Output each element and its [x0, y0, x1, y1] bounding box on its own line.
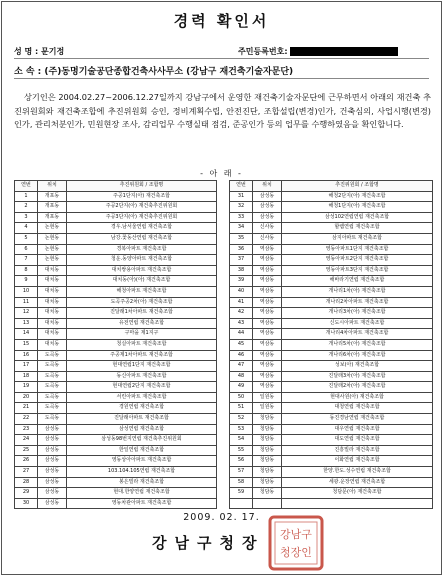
row-location: 삼성동	[38, 477, 67, 488]
project-table-left	[14, 180, 217, 509]
row-project-name: 주공2단지(아) 재건축추진위원회	[67, 202, 217, 213]
row-project-name: 남강.꽃동산연립 재건축조합	[67, 233, 217, 244]
row-number: 59	[230, 488, 253, 499]
table-row	[230, 297, 433, 308]
row-number: 48	[230, 371, 253, 382]
row-location: 역삼동	[253, 255, 282, 266]
official-seal-stamp	[267, 514, 325, 572]
row-project-name: 진달래아파트 재건축조합	[67, 414, 217, 425]
row-project-name: 동진경남연립 재건축조합	[282, 414, 433, 425]
table-row	[15, 191, 217, 202]
row-project-name: 현대사원(아) 재건축조합	[282, 392, 433, 403]
row-project-name: 진달래1차아파트 재건축조합	[67, 308, 217, 319]
row-project-name: 영동차관아파트 재건축조합	[67, 498, 217, 509]
row-number: 49	[230, 382, 253, 393]
table-row	[15, 308, 217, 319]
row-project-name: 개나리2차아파트 재건축조합	[282, 297, 433, 308]
row-number: 19	[15, 382, 38, 393]
row-number: 29	[15, 488, 38, 499]
row-project-name: 청운.동양아파트 재건축조합	[67, 255, 217, 266]
row-project-name: 유전연립 재건축조합	[67, 318, 217, 329]
table-row	[230, 318, 433, 329]
row-number: 32	[230, 202, 253, 213]
row-location: 도곡동	[38, 414, 67, 425]
table-row	[230, 223, 433, 234]
row-location: 역삼동	[253, 276, 282, 287]
row-location: 도곡동	[38, 361, 67, 372]
row-number: 38	[230, 265, 253, 276]
row-location: 역삼동	[253, 265, 282, 276]
table-row	[15, 392, 217, 403]
row-location	[253, 498, 282, 509]
row-number: 8	[15, 265, 38, 276]
row-project-name: 진달래2차(아) 재건축조합	[282, 382, 433, 393]
row-project-name: 주공1단지(아) 재건축조합	[67, 191, 217, 202]
table-row	[230, 382, 433, 393]
row-project-name: 개나리1차(아) 재건축조합	[282, 286, 433, 297]
row-project-name: 주공3단지(아) 재건축추진위원회	[67, 212, 217, 223]
row-number: 44	[230, 329, 253, 340]
row-project-name: 개나리3차(아) 재건축조합	[282, 308, 433, 319]
row-number: 13	[15, 318, 38, 329]
table-row	[230, 456, 433, 467]
row-location: 삼성동	[253, 191, 282, 202]
table-row	[230, 361, 433, 372]
row-location: 일원동	[253, 392, 282, 403]
table-row	[230, 265, 433, 276]
svg-text:강남구: 강남구	[280, 528, 312, 541]
table-row	[15, 403, 217, 414]
row-number: 1	[15, 191, 38, 202]
row-project-name: 한양.한도.성수연립 재건축조합	[282, 467, 433, 478]
header-name: 추진위원회 / 조합명	[67, 181, 217, 192]
row-location: 청담동	[253, 467, 282, 478]
row-number: 57	[230, 467, 253, 478]
table-row	[230, 403, 433, 414]
row-number: 5	[15, 233, 38, 244]
row-location: 삼성동	[38, 435, 67, 446]
row-project-name: 경우.남서울연립 재건축조합	[67, 223, 217, 234]
table-header-row	[230, 181, 433, 192]
row-project-name: 세광.운장연립 재건축조합	[282, 477, 433, 488]
id-redaction-bar	[290, 47, 398, 56]
row-project-name: 해청1단지(아) 재건축조합	[282, 202, 433, 213]
row-project-name: 해청2단지(아) 재건축조합	[282, 191, 433, 202]
table-row	[15, 223, 217, 234]
row-project-name: 진흥빌라 재건축조합	[282, 445, 433, 456]
affiliation-label: 소 속 :	[14, 67, 45, 77]
row-number: 52	[230, 414, 253, 425]
row-project-name: 청담문(아) 재건축조합	[282, 488, 433, 499]
project-table-right	[229, 180, 433, 509]
table-row	[230, 477, 433, 488]
name-value: 문기정	[41, 47, 65, 56]
table-row	[15, 371, 217, 382]
row-number: 23	[15, 424, 38, 435]
row-location: 삼성동	[38, 445, 67, 456]
row-location: 일원동	[253, 403, 282, 414]
row-project-name: 청실아파트 재건축조합	[67, 339, 217, 350]
row-number: 51	[230, 403, 253, 414]
row-location: 청담동	[253, 445, 282, 456]
table-row	[230, 445, 433, 456]
row-project-name: 진달래3차(아) 재건축조합	[282, 371, 433, 382]
table-row	[15, 435, 217, 446]
row-location: 청담동	[253, 435, 282, 446]
row-number: 4	[15, 223, 38, 234]
table-row	[230, 424, 433, 435]
id-row	[238, 46, 398, 57]
row-project-name: 구마을 제1지구	[67, 329, 217, 340]
row-number: 21	[15, 403, 38, 414]
row-number: 53	[230, 424, 253, 435]
row-number: 39	[230, 276, 253, 287]
table-row	[15, 361, 217, 372]
table-row	[15, 265, 217, 276]
row-number: 47	[230, 361, 253, 372]
certificate-body-text: 상기인은 2004.02.27~2006.12.27일까지 강남구에서 운영한 재건축기술자문단에 근무하면서 아래의 재건축 추진위원회와 재건축조합에 추진위원회 승인, 정비계획수립, 안전진단, 조합설립(변경)인가, 건축심의, 사업시행(변경)인가, 관리처분인가, 민원현장 조사, 감리업무 수행실태 점검, 준공인가 등의 업무를 수행하였음을 확인합니다.	[14, 92, 431, 129]
row-location: 삼성동	[38, 488, 67, 499]
row-number: 54	[230, 435, 253, 446]
row-location: 역삼동	[253, 371, 282, 382]
row-location: 청담동	[253, 456, 282, 467]
header-name: 추진위원회 / 조합명	[282, 181, 433, 192]
row-project-name	[282, 498, 433, 509]
row-number: 7	[15, 255, 38, 266]
table-row	[230, 202, 433, 213]
table-row	[15, 445, 217, 456]
row-project-name: 이화연립 재건축조합	[282, 456, 433, 467]
row-project-name: 경복아파트 재건축조합	[67, 244, 217, 255]
row-project-name: 현대연립1단지 재건축조합	[67, 361, 217, 372]
row-location: 도곡동	[38, 403, 67, 414]
row-number	[230, 498, 253, 509]
row-number: 58	[230, 477, 253, 488]
row-number: 28	[15, 477, 38, 488]
row-location: 역삼동	[253, 244, 282, 255]
row-location: 역삼동	[253, 308, 282, 319]
table-row	[15, 339, 217, 350]
table-row	[15, 212, 217, 223]
row-location: 대치동	[38, 318, 67, 329]
row-project-name: 해청아파트 재건축조합	[67, 286, 217, 297]
row-project-name: 대치동(아)(아) 재건축조합	[67, 276, 217, 287]
row-project-name: 주공제1차아파트 재건축조합	[67, 350, 217, 361]
row-project-name: 신도시아파트 재건축조합	[282, 318, 433, 329]
row-number: 15	[15, 339, 38, 350]
row-location: 역삼동	[253, 318, 282, 329]
header-no: 연번	[230, 181, 253, 192]
table-row	[15, 297, 217, 308]
divider-line	[14, 58, 429, 59]
row-number: 27	[15, 467, 38, 478]
issuer-name: 강남구청장	[152, 534, 265, 552]
row-location: 청담동	[253, 477, 282, 488]
row-location: 역삼동	[253, 286, 282, 297]
row-number: 24	[15, 435, 38, 446]
row-number: 11	[15, 297, 38, 308]
row-location: 도곡동	[38, 350, 67, 361]
row-location: 도곡동	[38, 392, 67, 403]
row-number: 22	[15, 414, 38, 425]
row-number: 50	[230, 392, 253, 403]
row-number: 56	[230, 456, 253, 467]
table-row	[230, 308, 433, 319]
row-location: 삼성동	[253, 212, 282, 223]
document-title: 경력 확인서	[173, 12, 270, 30]
row-location: 삼성동	[38, 424, 67, 435]
row-number: 42	[230, 308, 253, 319]
table-row	[15, 318, 217, 329]
table-header-row	[15, 181, 217, 192]
table-row	[15, 329, 217, 340]
row-location: 개포동	[38, 202, 67, 213]
row-location: 청담동	[253, 414, 282, 425]
table-row	[230, 371, 433, 382]
table-row	[230, 276, 433, 287]
row-project-name: 할렘연립 재건축조합	[282, 223, 433, 234]
row-location: 삼성동	[38, 456, 67, 467]
header-location: 위치	[38, 181, 67, 192]
row-project-name: 개나리5차(아) 재건축조합	[282, 339, 433, 350]
row-project-name: 서린아파트 재건축조합	[67, 392, 217, 403]
row-number: 3	[15, 212, 38, 223]
row-number: 45	[230, 339, 253, 350]
certificate-body	[14, 91, 431, 132]
row-number: 17	[15, 361, 38, 372]
table-row	[15, 382, 217, 393]
table-row	[15, 414, 217, 425]
row-project-name: 동신아파트 재건축조합	[67, 371, 217, 382]
row-project-name: 삼성동98번지연립 재건축추진위원회	[67, 435, 217, 446]
row-project-name: 개나리6차(아) 재건축조합	[282, 350, 433, 361]
table-row	[15, 498, 217, 509]
row-number: 16	[15, 350, 38, 361]
row-project-name: 영동아파트1단지 재건축조합	[282, 244, 433, 255]
header-no: 연번	[15, 181, 38, 192]
row-location: 도곡동	[38, 371, 67, 382]
row-number: 30	[15, 498, 38, 509]
row-location: 대치동	[38, 286, 67, 297]
table-row	[230, 244, 433, 255]
header-location: 위치	[253, 181, 282, 192]
row-project-name: 영동아파트2단지 재건축조합	[282, 255, 433, 266]
row-number: 37	[230, 255, 253, 266]
table-row	[230, 191, 433, 202]
row-location: 개포동	[38, 191, 67, 202]
table-row	[230, 212, 433, 223]
table-row	[15, 233, 217, 244]
row-number: 18	[15, 371, 38, 382]
row-location: 역삼동	[253, 329, 282, 340]
issue-date: 2009. 02. 17.	[183, 512, 260, 523]
row-number: 14	[15, 329, 38, 340]
row-location: 대치동	[38, 308, 67, 319]
id-label: 주민등록번호:	[238, 47, 288, 56]
table-row	[230, 339, 433, 350]
row-project-name: 해바라기연립 재건축조합	[282, 276, 433, 287]
row-project-name: 현대연립2단지 재건축조합	[67, 382, 217, 393]
row-number: 12	[15, 308, 38, 319]
row-location: 대치동	[38, 276, 67, 287]
table-row	[230, 350, 433, 361]
row-location: 청담동	[253, 488, 282, 499]
row-number: 2	[15, 202, 38, 213]
row-location: 청담동	[253, 424, 282, 435]
table-row	[230, 498, 433, 509]
affiliation-value: (주)동명기술공단종합건축사사무소 (강남구 재건축기술자문단)	[44, 67, 294, 77]
row-project-name: 대도연립 재건축조합	[282, 435, 433, 446]
table-row	[230, 435, 433, 446]
row-number: 43	[230, 318, 253, 329]
table-row	[230, 414, 433, 425]
row-location: 삼성동	[253, 202, 282, 213]
row-location: 역삼동	[253, 297, 282, 308]
row-project-name: 개나리4차아파트 재건축조합	[282, 329, 433, 340]
row-location: 역삼동	[253, 350, 282, 361]
row-number: 25	[15, 445, 38, 456]
row-number: 20	[15, 392, 38, 403]
row-location: 개포동	[38, 212, 67, 223]
row-location: 도곡동	[38, 382, 67, 393]
table-row	[230, 286, 433, 297]
table-row	[230, 488, 433, 499]
row-location: 논현동	[38, 244, 67, 255]
name-row	[14, 46, 64, 57]
table-row	[230, 467, 433, 478]
row-location: 논현동	[38, 233, 67, 244]
list-heading: - 아 래 -	[200, 169, 243, 178]
row-location: 대치동	[38, 339, 67, 350]
row-project-name: 대우연립 재건축조합	[282, 424, 433, 435]
row-number: 10	[15, 286, 38, 297]
table-row	[230, 233, 433, 244]
table-row	[15, 488, 217, 499]
row-project-name: 성보(아) 재건축조합	[282, 361, 433, 372]
table-row	[15, 255, 217, 266]
table-row	[15, 456, 217, 467]
row-location: 역삼동	[253, 361, 282, 372]
certificate-page	[1, 1, 442, 575]
affiliation-row	[14, 64, 293, 77]
row-location: 대치동	[38, 297, 67, 308]
row-number: 36	[230, 244, 253, 255]
row-project-name: 삼성연립 재건축조합	[67, 424, 217, 435]
table-row	[15, 202, 217, 213]
row-project-name: 대청연립 재건축조합	[282, 403, 433, 414]
row-project-name: 도곡주공2차(아) 재건축조합	[67, 297, 217, 308]
row-location: 삼성동	[38, 498, 67, 509]
table-row	[15, 424, 217, 435]
table-row	[15, 467, 217, 478]
table-row	[15, 477, 217, 488]
row-location: 역삼동	[253, 382, 282, 393]
row-project-name: 경원연립 재건축조합	[67, 403, 217, 414]
row-number: 41	[230, 297, 253, 308]
svg-text:청장인: 청장인	[280, 546, 312, 559]
row-project-name: 한일연립 재건축조합	[67, 445, 217, 456]
row-project-name: 삼지아파트 재건축조합	[282, 233, 433, 244]
row-number: 31	[230, 191, 253, 202]
table-row	[230, 329, 433, 340]
row-project-name: 봉은빌라 재건축조합	[67, 477, 217, 488]
row-number: 6	[15, 244, 38, 255]
row-location: 대치동	[38, 265, 67, 276]
row-number: 9	[15, 276, 38, 287]
row-location: 삼성동	[38, 467, 67, 478]
row-project-name: 삼성102연립연립 재건축조합	[282, 212, 433, 223]
row-number: 26	[15, 456, 38, 467]
row-project-name: 영동아파트3단지 재건축조합	[282, 265, 433, 276]
table-row	[15, 244, 217, 255]
row-project-name: 대치쌍용아파트 재건축조합	[67, 265, 217, 276]
row-project-name: 103.104.105연립 재건축조합	[67, 467, 217, 478]
table-row	[15, 276, 217, 287]
name-label: 성 명 :	[14, 47, 42, 56]
table-row	[15, 286, 217, 297]
row-location: 역삼동	[253, 339, 282, 350]
row-location: 신사동	[253, 223, 282, 234]
row-location: 논현동	[38, 223, 67, 234]
divider-line	[14, 78, 429, 79]
table-row	[15, 350, 217, 361]
row-number: 34	[230, 223, 253, 234]
row-location: 대치동	[38, 329, 67, 340]
row-location: 논현동	[38, 255, 67, 266]
row-number: 33	[230, 212, 253, 223]
row-project-name: 현대.한양연립 재건축조합	[67, 488, 217, 499]
table-row	[230, 255, 433, 266]
table-row	[230, 392, 433, 403]
row-location: 신사동	[253, 233, 282, 244]
row-number: 46	[230, 350, 253, 361]
row-number: 35	[230, 233, 253, 244]
row-number: 40	[230, 286, 253, 297]
row-project-name: 영동상아아파트 재건축조합	[67, 456, 217, 467]
row-number: 55	[230, 445, 253, 456]
